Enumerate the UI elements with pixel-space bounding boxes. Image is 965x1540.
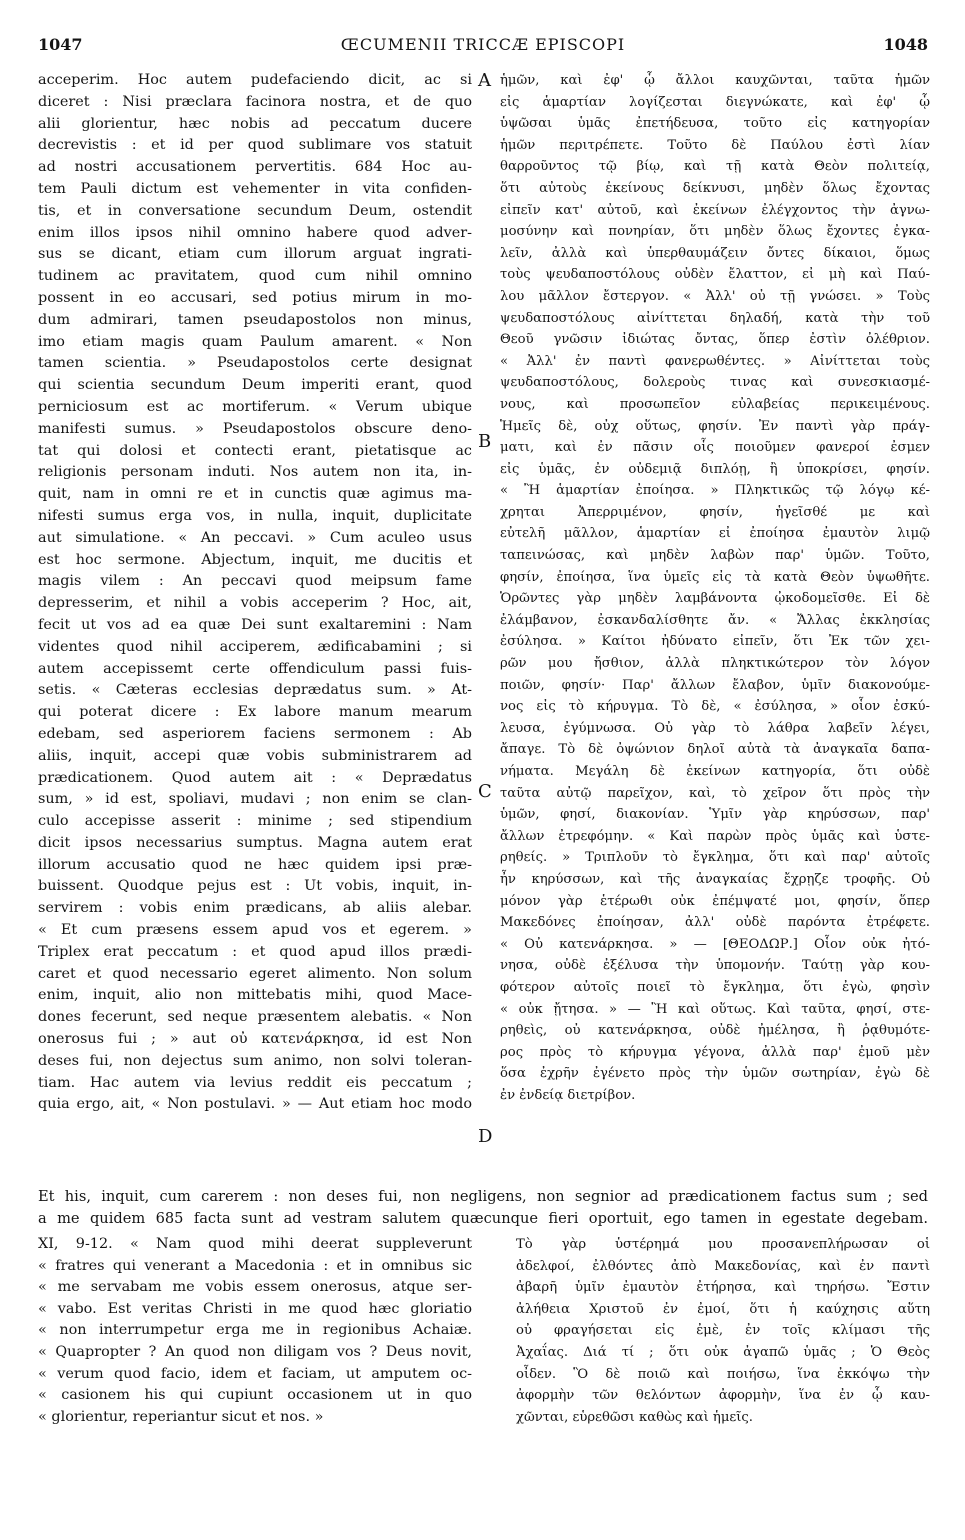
latin-text-line: videntes quod nihil acciperem, ædificabamini ; si: [38, 638, 472, 655]
greek-text-line: ρῶν μου ἤσθιον, ἀλλὰ πληκτικώτερον τὸν λόγον: [500, 656, 930, 672]
latin-text-line: enim, inquit, alio non mittebatis mihi, quod Mace-: [38, 987, 472, 1004]
greek-text-line: νησα, οὐδὲ ἐξέλυσα τὴν ὑπομονήν. Ταύτῃ γὰρ κου-: [500, 958, 930, 974]
greek-verse-line: Ἀχαΐας. Διά τί ; ὅτι οὐκ ἀγαπῶ ὑμᾶς ; Ὁ Θεὸς: [516, 1344, 930, 1360]
latin-text-line: a me quidem 685 facta sunt ad vestram salutem quæcunque fieri oportuit, ego tamen in egestate degebam.: [38, 1210, 928, 1227]
greek-text-line: « Οὐ κατενάρκησα. » — [ΘΕΟΔΩΡ.] Οἷον οὐκ ἠτό-: [500, 936, 930, 952]
greek-text-line: χρηται Ἀπερριμένον, φησίν, ἡγεῖσθέ με καὶ: [500, 504, 930, 520]
greek-verse-line: ἀβαρῆ ὑμῖν ἐμαυτὸν ἐτήρησα, καὶ τηρήσω. Ἔστιν: [516, 1280, 930, 1296]
greek-text-line: ματι, καὶ ἐν πᾶσιν οἷς ποιοῦμεν φανεροί ἐσμεν: [500, 440, 930, 456]
greek-text-line: ψευδαποστόλους αἰνίττεται δηλαδή, κατὰ τὴν τοῦ: [500, 310, 930, 326]
greek-text-line: ἐσύλησα. » Καίτοι ἠδύνατο εἰπεῖν, ὅτι Ἐκ τῶν χει-: [500, 634, 930, 650]
latin-text-line: enim illos ipsos nihil omnino habere quod adver-: [38, 224, 472, 241]
greek-text-line: Μακεδόνες ἐποίησαν, ἀλλ' οὐδὲ παρόντα ἐτρέφετε.: [500, 915, 930, 931]
latin-text-line: Et his, inquit, cum carerem : non deses fui, non negligens, non segnior ad prædicationem factus sum ; sed: [38, 1188, 928, 1205]
latin-text-line: servirem : vobis enim prædicans, ab aliis alebar.: [38, 900, 472, 917]
latin-text-line: onerosus fui ; » aut οὐ κατενάρκησα, id est Non: [38, 1031, 472, 1048]
greek-text-line: ὅσα ἐχρῆν ἐγένετο πρὸς τὴν ὑμῶν σωτηρίαν, ἐγὼ δὲ: [500, 1066, 930, 1082]
greek-text-line: ρος πρὸς τὸ κήρυγμα γέγονα, ἀλλὰ παρ' ἐμοῦ μὲν: [500, 1044, 930, 1060]
greek-column: [500, 70, 930, 1107]
greek-verse-line: ἀλήθεια Χριστοῦ ἐν ἐμοί, ὅτι ἡ καύχησις αὕτη: [516, 1301, 930, 1317]
latin-text-line: aliis, inquit, accepi quæ vobis subministrarem ad: [38, 747, 472, 764]
latin-text-line: Triplex erat peccatum : et quod apud illos prædi-: [38, 943, 472, 960]
latin-text-line: religionis personam induti. Nos autem non ita, in-: [38, 464, 472, 481]
latin-text-line: diceret : Nisi præclara facinora nostra, et de quo: [38, 93, 472, 110]
running-title: ŒCUMENII TRICCÆ EPISCOPI: [340, 35, 626, 54]
latin-text-line: dicit ipsos necessarius sumptus. Magna autem erat: [38, 834, 472, 851]
greek-text-line: ρηθεὶς, οὐ κατενάρκησα, οὐδὲ ἠμέλησα, ἢ ῥᾳθυμότε-: [500, 1023, 930, 1039]
latin-text-line: decrevistis : et id per quod sublimare vos statuit: [38, 137, 472, 154]
greek-text-line: τοὺς ψευδαποστόλους οὐδὲν ἔλαττον, εἰ μὴ καὶ Παύ-: [500, 267, 930, 283]
latin-text-line: tudinem ac pravitatem, quod cum nihil omnino: [38, 268, 472, 285]
greek-verse-line: Τὸ γὰρ ὑστέρημά μου προσανεπλήρωσαν οἱ: [516, 1237, 930, 1252]
latin-text-line: caret et quod necessario egeret alimento. Non solum: [38, 965, 472, 982]
greek-text-line: ἦν κηρύσσων, καὶ τῆς ἀναγκαίας ἔχρῃζε τροφῆς. Οὐ: [500, 871, 930, 887]
latin-text-line: alii glorientur, hæc nobis ad peccatum ducere: [38, 115, 472, 132]
page-number-left: 1047: [38, 35, 83, 54]
latin-text-line: aut simulatione. « An peccavi. » Cum aculeo usus: [38, 529, 472, 546]
latin-text-line: fecit ut vos ad ea quæ Dei sunt exaltaremini : Nam: [38, 616, 472, 633]
latin-text-line: quia ergo, ait, « Non postulavi. » — Aut etiam hoc modo: [38, 1096, 472, 1113]
latin-text-line: magis vilem : An peccavi quod meipsum fame: [38, 573, 472, 590]
greek-text-line: νους, καὶ προσωπεῖον εὐλαβείας περικειμένους.: [500, 396, 930, 412]
latin-text-line: buissent. Quodque pejus est : Ut vobis, inquit, in-: [38, 878, 472, 895]
greek-text-line: Ὁρῶντες γὰρ μηδὲν λαμβάνοντα ᾠκοδομεῖσθε. Εἰ δὲ: [500, 591, 930, 607]
latin-text-line: dum admirari, tamen pseudapostolos non minus,: [38, 311, 472, 328]
page-header: [38, 35, 928, 61]
latin-text-line: edebam, sed asperiorem faciens sermonem : Ab: [38, 725, 472, 742]
greek-text-line: ὑψῶσαι ὑμᾶς ἐπετήδευσα, τοῦτο εἰς κατηγορίαν: [500, 116, 930, 132]
latin-text-line: sum, » id est, spoliavi, mudavi ; non enim se clan-: [38, 791, 472, 808]
latin-verse-line: « verum quod facio, idem et faciam, ut amputem oc-: [38, 1365, 472, 1382]
latin-verse-line: « casionem his qui cupiunt occasionem ut in quo: [38, 1387, 472, 1404]
greek-text-line: ἡμῶν περιτρέπετε. Τοῦτο δὲ Παύλου ἐστὶ λίαν: [500, 137, 930, 153]
latin-text-line: setis. « Cæteras ecclesias deprædatus sum. » At-: [38, 682, 472, 699]
latin-verse-line: « me servabam me vobis essem onerosus, atque ser-: [38, 1279, 472, 1296]
greek-text-line: Θεοῦ γνῶσιν ἰδιώτας ὄντας, ὅπερ ἐστὶν ὀλέθριον.: [500, 332, 930, 348]
section-marker-a: A: [478, 70, 491, 91]
greek-text-line: ἄλλων ἐτρεφόμην. « Καὶ παρὼν πρὸς ὑμᾶς καὶ ὑστε-: [500, 828, 930, 844]
greek-text-line: ἡμῶν, καὶ ἐφ' ᾧ ἄλλοι καυχῶνται, ταῦτα ἡμῶν: [500, 73, 930, 88]
greek-text-line: ταῦτα αὐτῷ παρεῖχον, καὶ, τὸ χεῖρον ὅτι πρὸς τὴν: [500, 785, 930, 801]
greek-text-line: φησίν, ἐποίησα, ἵνα ὑμεῖς εἰς τὰ κατὰ Θεὸν ὑψωθῆτε.: [500, 569, 930, 585]
latin-text-line: illorum accusatio quod ne hæc quidem ipsi præ-: [38, 856, 472, 873]
latin-text-line: tamen scientia. » Pseudapostolos certe designat: [38, 355, 472, 372]
greek-text-line: θαρροῦντος τῷ βίῳ, καὶ τῇ κατὰ Θεὸν πολιτείᾳ,: [500, 159, 930, 175]
latin-text-line: tem Pauli dictum est vehementer in vita confiden-: [38, 180, 472, 197]
latin-column: [38, 70, 472, 1116]
latin-verse-line: XI, 9-12. « Nam quod mihi deerat suppleverunt: [38, 1236, 472, 1252]
greek-text-line: « οὐκ ᾔτησα. » — Ἢ καὶ οὕτως. Καὶ ταῦτα, φησί, στε-: [500, 1001, 930, 1017]
latin-text-line: prædicationem. Quod autem ait : « Deprædatus: [38, 769, 472, 786]
greek-text-line: ἄπαγε. Τὸ δὲ ὀψώνιον δηλοῖ αὐτὰ τὰ ἀναγκαῖα δαπα-: [500, 742, 930, 758]
greek-verse-line: οὐ φραγήσεται εἰς ἐμὲ, ἐν τοῖς κλίμασι τῆς: [516, 1323, 930, 1339]
greek-text-line: νος εἰς τὸ κήρυγμα. Τὸ δὲ, « ἐσύλησα, » οἷον ἐσκύ-: [500, 699, 930, 715]
greek-verse-line: οἶδεν. Ὃ δὲ ποιῶ καὶ ποιήσω, ἵνα ἐκκόψω τὴν: [516, 1366, 930, 1382]
greek-text-line: ἐλάμβανον, ἐσκανδαλίσθητε ἄν. « Ἄλλας ἐκκλησίας: [500, 612, 930, 628]
latin-verse-line: « fratres qui venerant a Macedonia : et in omnibus sic: [38, 1257, 472, 1274]
page-number-right: 1048: [883, 35, 928, 54]
section-marker-b: B: [478, 431, 492, 452]
latin-text-line: est hoc sermone. Abjectum, inquit, me ducitis et: [38, 551, 472, 568]
greek-text-line: ἐν ἐνδείᾳ διετρίβον.: [500, 1087, 636, 1103]
latin-verse-column: [38, 1234, 472, 1428]
latin-text-line: dones fecerunt, sed neque præsentem alebatis. « Non: [38, 1009, 472, 1026]
latin-text-line: imo etiam magis quam Paulum amarent. « Non: [38, 333, 472, 350]
latin-verse-line: « non interrumpetur erga me in regionibus Achaiæ.: [38, 1322, 472, 1339]
greek-verse-line: ἀφορμὴν τῶν θελόντων ἀφορμὴν, ἵνα ἐν ᾧ καυ-: [516, 1388, 930, 1404]
greek-text-line: μοσύνην καὶ πονηρίαν, ὅτι μηδὲν ὅλως ἔχοντες ἐγκα-: [500, 224, 930, 240]
latin-text-line: depresserim, et nihil a vobis acceperim ? Hoc, ait,: [38, 595, 472, 612]
latin-text-line: acceperim. Hoc autem pudefaciendo dicit, ac si: [38, 72, 472, 88]
latin-text-line: nifesti sumus erga vos, in nulla, inquit, duplicitate: [38, 507, 472, 524]
greek-text-line: ρηθείς. » Τριπλοῦν τὸ ἔγκλημα, ὅτι καὶ παρ' αὐτοῖς: [500, 850, 930, 866]
greek-text-line: ταπεινώσας, καὶ μηδὲν λαβὼν παρ' ὑμῶν. Τοῦτο,: [500, 548, 930, 564]
greek-text-line: ὅτι αὐτοὺς ἐκείνους δείκνυσι, μηδὲν ὅλως ἔχοντας: [500, 180, 930, 196]
greek-text-line: εἰπεῖν κατ' αὐτοῦ, καὶ ἐκείνων ἐλέγχοντος τὴν ἀγνω-: [500, 202, 930, 218]
latin-text-line: tis, et in conversatione secundum Deum, ostendit: [38, 202, 472, 219]
greek-text-line: λεῖν, ἀλλὰ καὶ ὑπερθαυμάζειν ὄντες δίκαιοι, ὅμως: [500, 245, 930, 261]
latin-verse-line: « vabo. Est veritas Christi in me quod hæc gloriatio: [38, 1300, 472, 1317]
latin-text-line: perniciosum est ac mortiferum. « Verum ubique: [38, 398, 472, 415]
greek-verse-line: χῶνται, εὑρεθῶσι καθὼς καὶ ἡμεῖς.: [516, 1409, 753, 1425]
section-marker-d: D: [478, 1126, 493, 1147]
greek-text-line: ὑμῶν, φησί, διακονίαν. Ὑμῖν γὰρ κηρύσσων, παρ': [500, 807, 930, 823]
greek-verse-column: [516, 1234, 930, 1428]
latin-text-line: qui scientia secundum Deum imperiti erant, quod: [38, 377, 472, 394]
latin-text-line: qui poterat dicere : Ex labore manum mearum: [38, 704, 472, 721]
greek-text-line: εἰς ἁμαρτίαν λογίζεσται διεγνώκατε, καὶ ἐφ' ᾧ: [500, 94, 930, 110]
greek-text-line: ψευδαποστόλους, δολεροὺς τινας καὶ συνεσκιασμέ-: [500, 375, 930, 391]
greek-text-line: « Ἢ ἁμαρτίαν ἐποίησα. » Πληκτικῶς τῷ λόγῳ κέ-: [500, 483, 930, 499]
latin-verse-line: « glorientur, reperiantur sicut et nos. »: [38, 1408, 324, 1425]
greek-text-line: εἰς ὑμᾶς, ἐν οὐδεμιᾷ διπλόῃ, ἢ ὑποκρίσει, φησίν.: [500, 461, 930, 477]
greek-verse-line: ἀδελφοί, ἐλθόντες ἀπὸ Μακεδονίας, καὶ ἐν παντὶ: [516, 1258, 930, 1274]
greek-text-line: « Ἀλλ' ἐν παντὶ φανερωθέντες. » Αἰνίττεται τοὺς: [500, 353, 930, 369]
latin-text-line: sus se dicant, etiam cum illorum arguat ingrati-: [38, 246, 472, 263]
latin-text-line: tiam. Hac autem via levius reddit eis peccatum ;: [38, 1074, 472, 1091]
greek-text-line: μόνον γὰρ ἑτέρωθι οὐκ ἐπέμψατέ μοι, φησίν, ὅπερ: [500, 893, 930, 909]
latin-text-line: quit, nam in omni re et in cunctis quæ agimus ma-: [38, 486, 472, 503]
latin-text-line: « Et cum præsens essem apud vos et egerem. »: [38, 922, 472, 939]
latin-text-line: deses fui, non dejectus sum animo, non solvi toleran-: [38, 1052, 472, 1069]
latin-text-line: ad nostri accusationem pervertitis. 684 Hoc au-: [38, 159, 472, 176]
latin-full-width-paragraph: [38, 1186, 928, 1230]
greek-text-line: λευσα, ἐγύμνωσα. Οὐ γὰρ τὸ λάθρα λαβεῖν λέγει,: [500, 720, 930, 736]
greek-text-line: ποιῶν, φησίν· Παρ' ἄλλων ἔλαβον, ὑμῖν διακονούμε-: [500, 677, 930, 693]
latin-text-line: tat qui dolosi et contecti erant, pietatisque ac: [38, 442, 472, 459]
greek-text-line: φότερον αὐτοῖς ποιεῖ τὸ ἔγκλημα, ὅτι ἐγὼ, φησὶν: [500, 979, 930, 995]
greek-text-line: Ἡμεῖς δὲ, οὐχ οὕτως, φησίν. Ἐν παντὶ γὰρ πράγ-: [500, 418, 930, 434]
greek-text-line: λου μᾶλλον ἔστεργον. « Ἀλλ' οὐ τῇ γνώσει. » Τοὺς: [500, 288, 930, 304]
latin-text-line: autem accepissemt certe offendiculum passi fuis-: [38, 660, 472, 677]
section-marker-c: C: [478, 781, 492, 802]
latin-text-line: manifesti sumus. » Pseudapostolos obscure deno-: [38, 420, 472, 437]
greek-text-line: νήματα. Μεγάλη δὲ ἐκείνων κατηγορία, ὅτι οὐδὲ: [500, 764, 930, 779]
latin-verse-line: « Quapropter ? An quod non diligam vos ? Deus novit,: [38, 1343, 472, 1360]
greek-text-line: εὐτελῆ μᾶλλον, ἁμαρτίαν εἰ ἐποίησα ἐμαυτὸν λιμῷ: [500, 526, 930, 542]
latin-text-line: possent in eo accusari, sed potius mirum in mo-: [38, 289, 472, 306]
latin-text-line: culo accepisse asserit : minime ; sed stipendium: [38, 813, 472, 830]
